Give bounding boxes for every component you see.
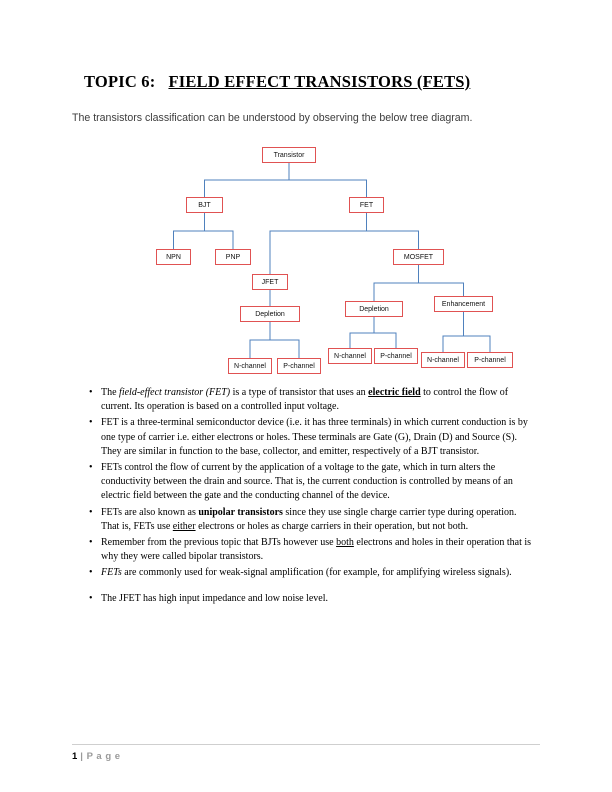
- bullet-text-segment: electric field: [368, 387, 421, 398]
- node-pnp: PNP: [215, 249, 251, 265]
- node-npn: NPN: [156, 249, 191, 265]
- bullet-item: [88, 386, 536, 414]
- node-jfet: JFET: [252, 274, 288, 290]
- bullet-text-segment: since they use single charge carrier type during operation. That is, FETs use: [101, 506, 517, 532]
- node-bjt: BJT: [186, 197, 223, 213]
- title-prefix: TOPIC 6:: [84, 72, 156, 91]
- node-transistor: Transistor: [262, 147, 316, 163]
- bullet-text-segment: field-effect transistor (FET): [119, 387, 231, 398]
- bullet-text-segment: FETs control the flow of current by the application of a voltage to the gate, which in turn alters the conductivity between the drain and source. That is, the current conduction is controlled by means of an electric field between the gate and the conducting channel of the device.: [101, 462, 513, 502]
- page-footer: [72, 751, 121, 762]
- bullet-list: [88, 386, 536, 608]
- bullet-text-segment: unipolar transistors: [198, 506, 283, 518]
- bullet-text-segment: is a type of transistor that uses an: [230, 387, 369, 398]
- bullet-text-segment: to control the flow of current. Its operation is based on a controlled input voltage.: [101, 387, 509, 413]
- bullet-text-segment: The: [101, 387, 120, 398]
- bullet-text-segment: The JFET has high input impedance and low noise level.: [101, 592, 328, 604]
- bullet-text-segment: electrons or holes as charge carriers in their operation, but not both.: [195, 520, 469, 532]
- intro-caption: The transistors classification can be understood by observing the below tree diagram.: [72, 112, 473, 124]
- bullet-item: [88, 416, 536, 459]
- bullet-text-segment: FETs are also known as: [101, 506, 199, 518]
- node-enhancement-p-channel: P-channel: [467, 352, 513, 368]
- node-jfet-depletion: Depletion: [240, 306, 300, 322]
- bullet-item: [88, 536, 536, 564]
- footer-page-number: 1: [72, 751, 78, 762]
- node-jfet-p-channel: P-channel: [277, 358, 321, 374]
- bullet-text-segment: Remember from the previous topic that BJTs however use: [101, 537, 337, 549]
- node-jfet-n-channel: N-channel: [228, 358, 272, 374]
- footer-page-label: | P a g e: [80, 751, 121, 762]
- node-enhancement-n-channel: N-channel: [421, 352, 465, 368]
- node-mos-depletion-p-channel: P-channel: [374, 348, 418, 364]
- footer-divider: [72, 744, 540, 745]
- bullet-text-segment: electrons and holes in their operation that is why they were called bipolar transistors.: [101, 537, 532, 563]
- bullet-item: [88, 592, 536, 606]
- node-mosfet: MOSFET: [393, 249, 444, 265]
- node-mos-depletion-n-channel: N-channel: [328, 348, 372, 364]
- bullet-text-segment: FETs: [101, 567, 122, 579]
- bullet-item: [88, 566, 536, 580]
- bullet-text-segment: FET is a three-terminal semiconductor device (i.e. it has three terminals) in which current conduction is by one type of carrier i.e. either electrons or holes. These terminals are Gate (G), Drain (D) and Source (S). They are similar in function to the base, collector, and emitter, respectively of a BJT transistor.: [101, 417, 528, 457]
- bullet-item: [88, 461, 536, 504]
- bullet-text-segment: both: [336, 537, 354, 549]
- title-main: FIELD EFFECT TRANSISTORS (FETS): [168, 72, 471, 91]
- node-fet: FET: [349, 197, 384, 213]
- node-mosfet-enhancement: Enhancement: [434, 296, 493, 312]
- bullet-text-segment: either: [172, 520, 196, 532]
- bullet-text-segment: are commonly used for weak-signal amplification (for example, for amplifying wireless signals).: [121, 567, 512, 579]
- node-mosfet-depletion: Depletion: [345, 301, 403, 317]
- bullet-item: [88, 506, 536, 534]
